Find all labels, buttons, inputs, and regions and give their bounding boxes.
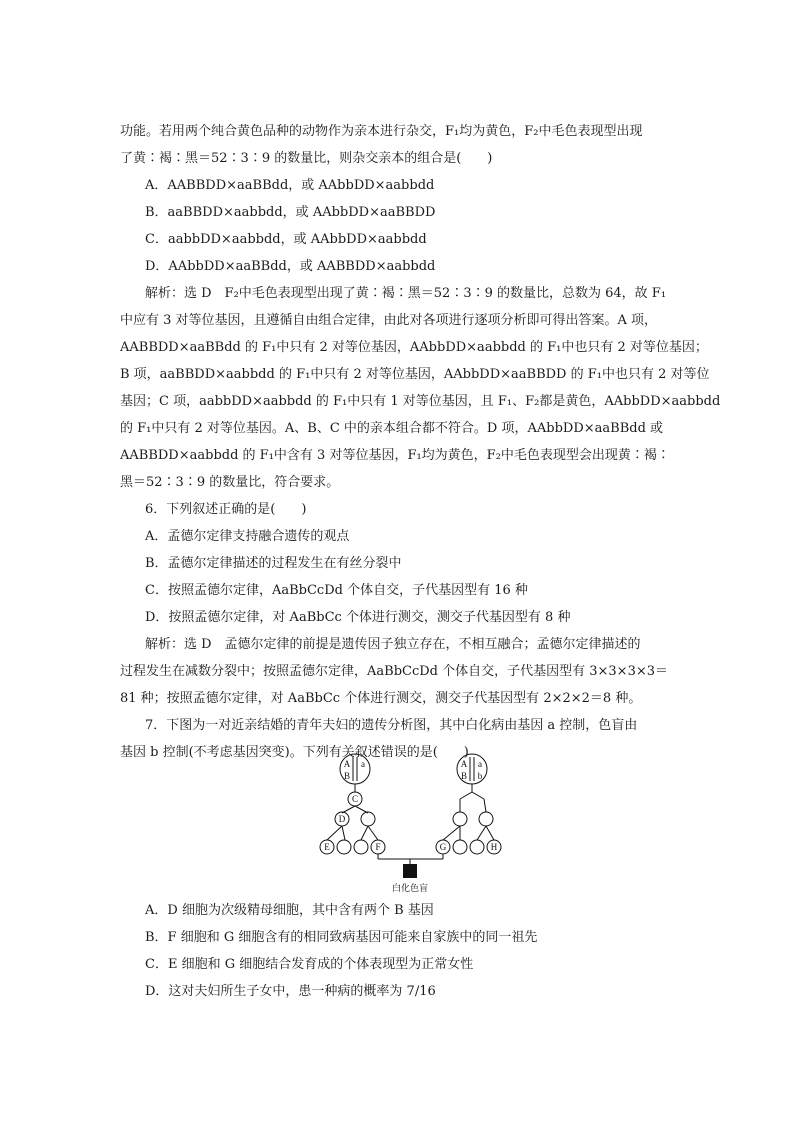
- q7-option-b: B．F 细胞和 G 细胞含有的相同致病基因可能来自家族中的同一祖先: [145, 930, 538, 945]
- q5-analysis-line: B 项，aaBBDD×aabbdd 的 F₁中只有 2 对等位基因，AAbbDD×aaBBDD 的 F₁中也只有 2 对等位: [120, 367, 710, 382]
- cell-label-d: D: [338, 814, 346, 824]
- q5-option-a: A．AABBDD×aaBBdd，或 AAbbDD×aabbdd: [145, 178, 435, 193]
- q6-analysis-line: 过程发生在减数分裂中；按照孟德尔定律，AaBbCcDd 个体自交，子代基因型有 3×3×3×3＝: [120, 664, 669, 679]
- cell-left-secondary: [361, 812, 375, 826]
- q6-option-c: C．按照孟德尔定律，AaBbCcDd 个体自交，子代基因型有 16 种: [145, 583, 528, 598]
- cell-left-gamete-2: [337, 840, 351, 854]
- cell-right-gamete-3: [470, 840, 484, 854]
- q5-analysis-line: 黑＝52∶3∶9 的数量比，符合要求。: [120, 475, 340, 490]
- cell-label-f: F: [375, 842, 381, 852]
- cell-left-gamete-3: [354, 840, 368, 854]
- q5-analysis-line: AABBDD×aabbdd 的 F₁中含有 3 对等位基因，F₁均为黄色，F₂中毛色表现型会出现黄∶褐∶: [120, 448, 670, 463]
- child-label: 白化色盲: [391, 883, 429, 893]
- cell-right-secondary-1: [453, 812, 467, 826]
- q5-analysis-line: 解析：选 D F₂中毛色表现型出现了黄∶褐∶黑＝52∶3∶9 的数量比，总数为 64，故 F₁: [145, 286, 667, 301]
- gene-label: B: [460, 771, 468, 781]
- q7-option-a: A．D 细胞为次级精母细胞，其中含有两个 B 基因: [145, 903, 434, 918]
- q5-option-b: B．aaBBDD×aabbdd，或 AAbbDD×aaBBDD: [145, 205, 436, 220]
- q5-option-d: D．AAbbDD×aaBBdd，或 AABBDD×aabbdd: [145, 259, 436, 274]
- q6-analysis-line: 81 种；按照孟德尔定律，对 AaBbCc 个体进行测交，测交子代基因型有 2×2×2＝8 种。: [120, 691, 642, 706]
- q5-analysis-line: 的 F₁中只有 2 对等位基因。A、B、C 中的亲本组合都不符合。D 项，AAbbDD×aaBBdd 或: [120, 421, 664, 436]
- gene-label: A: [460, 759, 468, 769]
- affected-child-square: [403, 864, 417, 878]
- q5-option-c: C．aabbDD×aabbdd，或 AAbbDD×aabbdd: [145, 232, 427, 247]
- q7-stem-line-2: 基因 b 控制(不考虑基因突变)。下列有关叙述错误的是( ): [120, 745, 469, 760]
- q6-option-a: A．孟德尔定律支持融合遗传的观点: [145, 529, 350, 544]
- q7-stem-line-1: 7．下图为一对近亲结婚的青年夫妇的遗传分析图，其中白化病由基因 a 控制，色盲由: [145, 718, 638, 733]
- cell-label-e: E: [324, 842, 330, 852]
- q5-stem-line-2: 了黄∶褐∶黑＝52∶3∶9 的数量比，则杂交亲本的组合是( ): [120, 151, 493, 166]
- gene-label: A: [343, 759, 351, 769]
- q7-option-d: D．这对夫妇所生子女中，患一种病的概率为 7/16: [145, 984, 436, 999]
- cell-right-secondary-2: [479, 812, 493, 826]
- q5-stem-line-1: 功能。若用两个纯合黄色品种的动物作为亲本进行杂交，F₁均为黄色，F₂中毛色表现型出现: [120, 124, 643, 139]
- cell-label-h: H: [490, 842, 498, 852]
- cell-label-g: G: [439, 842, 447, 852]
- gene-label: a: [478, 759, 482, 769]
- q7-option-c: C．E 细胞和 G 细胞结合发育成的个体表现型为正常女性: [145, 957, 474, 972]
- cell-label-c: C: [351, 794, 359, 804]
- q5-analysis-line: 中应有 3 对等位基因，且遵循自由组合定律，由此对各项进行逐项分析即可得出答案。A 项，: [120, 313, 658, 328]
- genetic-analysis-diagram: [310, 752, 510, 897]
- gene-label: b: [477, 771, 483, 781]
- q6-stem: 6．下列叙述正确的是( ): [145, 502, 307, 517]
- gene-label: a: [361, 759, 365, 769]
- q6-option-b: B．孟德尔定律描述的过程发生在有丝分裂中: [145, 556, 402, 571]
- q6-analysis-line: 解析：选 D 孟德尔定律的前提是遗传因子独立存在，不相互融合；孟德尔定律描述的: [145, 637, 641, 652]
- cell-right-gamete-2: [453, 840, 467, 854]
- gene-label: B: [343, 771, 351, 781]
- q5-analysis-line: 基因；C 项，aabbDD×aabbdd 的 F₁中只有 1 对等位基因，且 F₁、F₂都是黄色，AAbbDD×aabbdd: [120, 394, 721, 409]
- q5-analysis-line: AABBDD×aaBBdd 的 F₁中只有 2 对等位基因，AAbbDD×aabbdd 的 F₁中也只有 2 对等位基因；: [120, 340, 708, 355]
- q6-option-d: D．按照孟德尔定律，对 AaBbCc 个体进行测交，测交子代基因型有 8 种: [145, 610, 571, 625]
